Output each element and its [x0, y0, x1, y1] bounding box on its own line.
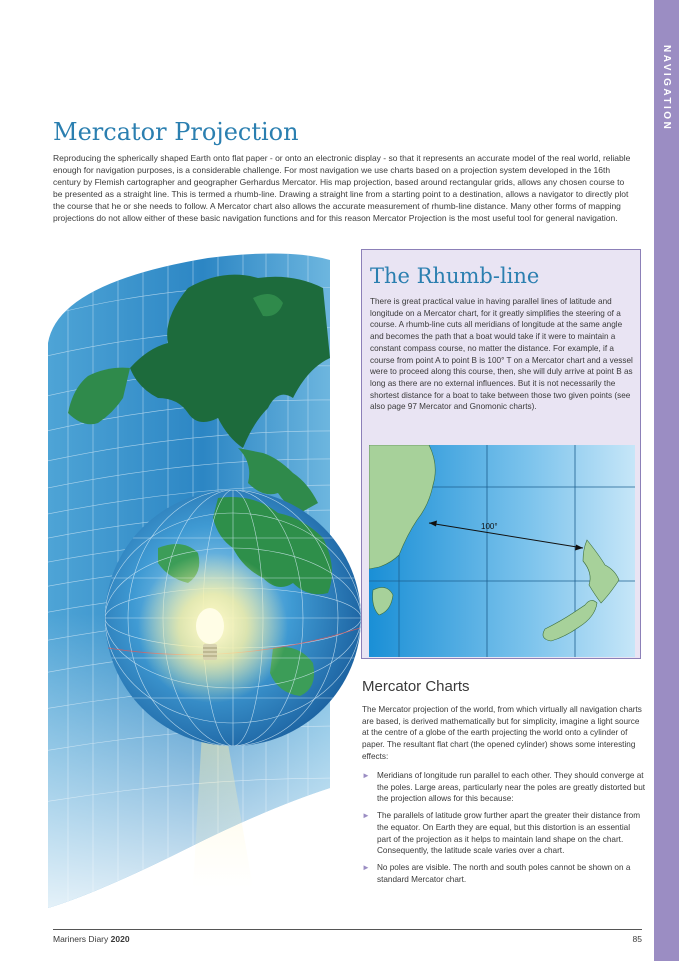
list-item: ► The parallels of latitude grow further apart the greater their distance from the equator. On Earth they are equal, but this distortion is an essential part of the projection as it helps to maintain land shape on the chart. Consequently, the latitude scale varies over a chart.	[362, 811, 641, 856]
section-tab	[654, 0, 679, 961]
footer-divider	[53, 929, 642, 930]
bearing-label: 100°	[481, 522, 498, 531]
rhumb-line-text: There is great practical value in having parallel lines of latitude and longitude on a Mercator chart, for it greatly simplifies the steering of a course. A rhumb-line cuts all meridians of longitude at the same angle and becomes the path that a boat would take if it were to maintain a constant compass course, no matter the distance. For example, if a course from point A to point B is 100° T on a Mercator chart and a vessel were to proceed along this course, then, she will duly arrive at point B as long as there are no external influences. But it is not necessarily the shortest distance for a boat to take between those two given points (see also page 97 Mercator and Gnomonic charts).	[370, 297, 633, 412]
bullet-arrow-icon: ►	[362, 811, 370, 821]
mercator-cylinder-globe-illustration	[38, 248, 368, 918]
rhumb-line-heading: The Rhumb-line	[370, 264, 540, 288]
section-tab-label: NAVIGATION	[661, 45, 672, 132]
footer-publication: Mariners Diary 2020	[53, 934, 130, 944]
page-title: Mercator Projection	[53, 118, 299, 146]
mercator-charts-heading: Mercator Charts	[362, 678, 470, 695]
bullet-arrow-icon: ►	[362, 771, 370, 780]
mercator-charts-text: The Mercator projection of the world, from which virtually all navigation charts are based, is derived mathematically but for simplicity, imagine a light source at the centre of a globe of the earth projecting the world onto a cylinder of paper. The resultant flat chart (the opened cylinder) shows some interesting effects:	[362, 705, 642, 761]
effects-list	[362, 770, 646, 890]
intro-paragraph: Reproducing the spherically shaped Earth onto flat paper - or onto an electronic display - so that it represents an accurate model of the real world, reliable enough for navigation purposes, is a considerable challenge. For most navigation we use charts based on a projection system developed in the 16th century by Flemish cartographer and geographer Gerhardus Mercator. His map projection, based around rectangular grids, allows any chosen course to be presented as a straight line. This is termed a rhumb-line. Drawing a straight line from a starting point to a destination, allows a navigator to directly plot the course that he or she needs to follow. A Mercator chart also allows the accurate measurement of rhumb-line distance. Many other forms of mapping projections do not allow either of these basic navigation functions and for this reason Mercator Projection is the most useful tool for general navigation.	[53, 153, 631, 223]
rhumb-line-panel	[361, 249, 641, 659]
list-item: ► No poles are visible. The north and south poles cannot be shown on a standard Mercator chart.	[362, 862, 631, 884]
page-number: 85	[632, 934, 642, 944]
rhumb-line-map	[369, 445, 635, 657]
bullet-arrow-icon: ►	[362, 862, 370, 872]
list-item: ► Meridians of longitude run parallel to each other. They should converge at the poles. Large areas, particularly near the poles are greatly distorted but the projection allows for this because:	[362, 771, 646, 804]
